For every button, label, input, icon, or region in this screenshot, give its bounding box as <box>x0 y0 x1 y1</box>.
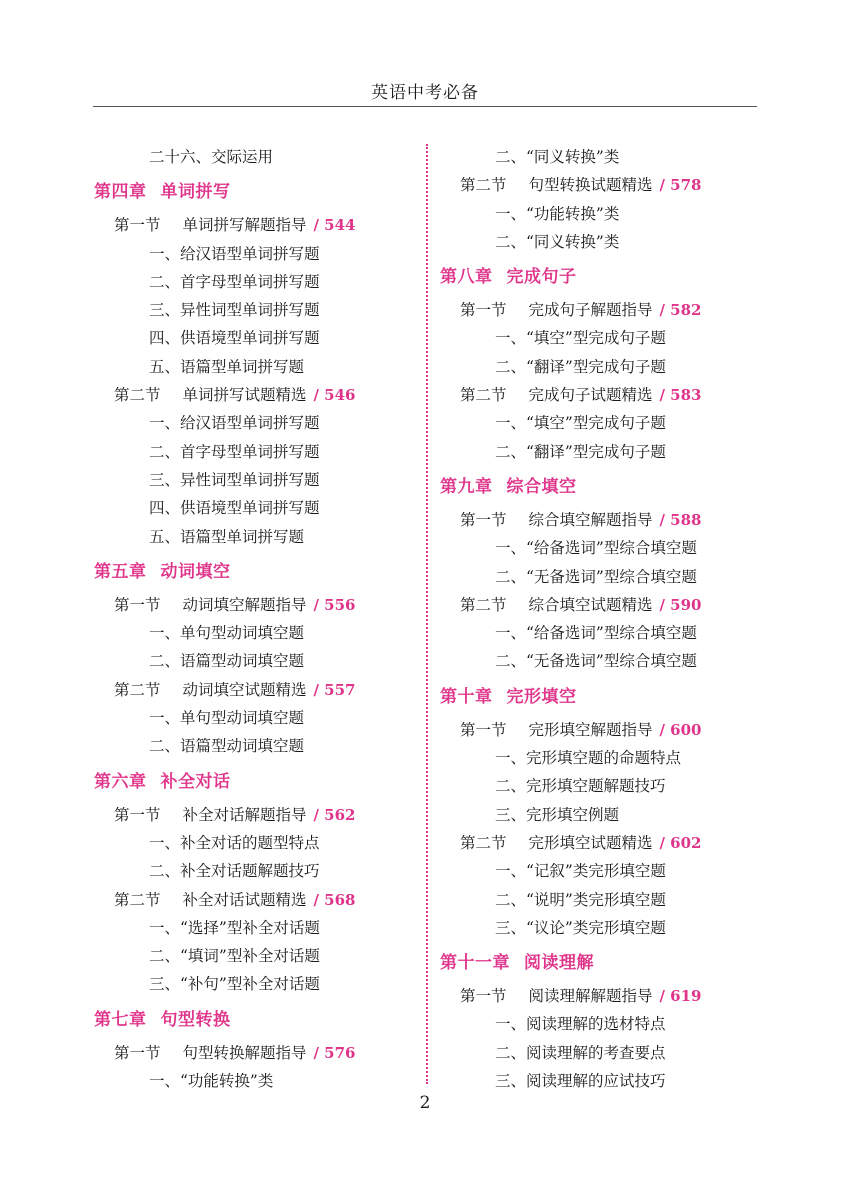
chapter-label: 第十一章 <box>440 953 510 974</box>
toc-chapter-heading <box>440 256 770 296</box>
toc-item: 一、单句型动词填空题 <box>149 624 305 643</box>
toc-item: 一、“功能转换”类 <box>149 1072 274 1091</box>
section-label: 第二节 <box>114 890 161 909</box>
section-title: 单词拼写试题精选 <box>182 386 307 405</box>
toc-item: 一、“给备选词”型综合填空题 <box>495 624 697 643</box>
chapter-label: 第七章 <box>94 1009 147 1030</box>
toc-item: 二、“无备选词”型综合填空题 <box>495 567 697 586</box>
chapter-label: 第六章 <box>94 771 147 792</box>
section-label: 第一节 <box>460 720 507 739</box>
toc-section-entry <box>94 801 414 829</box>
toc-item: 三、完形填空例题 <box>495 805 620 824</box>
chapter-label: 第八章 <box>440 267 493 288</box>
toc-item: 三、异性词型单词拼写题 <box>149 301 320 320</box>
toc-item: 四、供语境型单词拼写题 <box>149 329 320 348</box>
toc-section-entry <box>94 591 414 619</box>
toc-item: 二、语篇型动词填空题 <box>149 652 305 671</box>
toc-chapter-heading <box>440 466 770 506</box>
chapter-title: 综合填空 <box>506 476 577 497</box>
section-label: 第一节 <box>114 1043 161 1062</box>
toc-item: 一、补全对话的题型特点 <box>149 833 320 852</box>
section-page-number: / 600 <box>659 720 702 739</box>
toc-section-entry <box>440 381 770 409</box>
section-title: 完形填空解题指导 <box>528 720 653 739</box>
toc-item: 一、阅读理解的选材特点 <box>495 1015 666 1034</box>
section-page-number: / 602 <box>659 833 702 852</box>
toc-chapter-heading <box>440 942 770 982</box>
section-title: 完形填空试题精选 <box>528 833 653 852</box>
chapter-title: 动词填空 <box>160 561 231 582</box>
section-page-number: / 582 <box>659 301 702 320</box>
toc-item: 二、语篇型动词填空题 <box>149 737 305 756</box>
section-page-number: / 578 <box>659 176 702 195</box>
toc-section-entry <box>440 982 770 1010</box>
toc-section-entry <box>440 506 770 534</box>
section-page-number: / 546 <box>313 386 356 405</box>
toc-item: 一、“选择”型补全对话题 <box>149 918 320 937</box>
section-page-number: / 568 <box>313 890 356 909</box>
toc-item: 三、阅读理解的应试技巧 <box>495 1072 666 1091</box>
running-header: 英语中考必备 <box>371 83 479 103</box>
section-page-number: / 544 <box>313 216 356 235</box>
toc-item: 二、完形填空题解题技巧 <box>495 777 666 796</box>
section-title: 动词填空解题指导 <box>182 595 307 614</box>
section-page-number: / 590 <box>659 595 702 614</box>
toc-item: 二、“同义转换”类 <box>495 148 620 166</box>
section-title: 动词填空试题精选 <box>182 680 307 699</box>
section-page-number: / 556 <box>313 595 356 614</box>
toc-item: 三、“议论”类完形填空题 <box>495 918 666 937</box>
toc-item: 二、“说明”类完形填空题 <box>495 890 666 909</box>
toc-item: 一、“填空”型完成句子题 <box>495 414 666 433</box>
chapter-title: 补全对话 <box>160 771 231 792</box>
chapter-title: 阅读理解 <box>524 953 594 974</box>
chapter-label: 第九章 <box>440 476 493 497</box>
toc-section-entry <box>94 381 414 409</box>
toc-item: 一、单句型动词填空题 <box>149 709 305 728</box>
chapter-label: 第十章 <box>440 686 493 707</box>
section-title: 综合填空试题精选 <box>528 595 653 614</box>
section-page-number: / 557 <box>313 680 356 699</box>
toc-item: 二、“翻译”型完成句子题 <box>495 357 666 376</box>
toc-item: 三、异性词型单词拼写题 <box>149 470 320 489</box>
toc-item: 二、“同义转换”类 <box>495 232 620 251</box>
chapter-label: 第四章 <box>94 182 147 203</box>
section-label: 第二节 <box>114 680 161 699</box>
toc-chapter-heading <box>94 999 414 1039</box>
toc-section-entry <box>94 676 414 704</box>
toc-section-entry <box>94 211 414 239</box>
toc-item: 一、给汉语型单词拼写题 <box>149 414 320 433</box>
toc-chapter-heading <box>94 761 414 801</box>
section-page-number: / 619 <box>659 987 702 1006</box>
chapter-title: 句型转换 <box>160 1009 231 1030</box>
section-page-number: / 583 <box>659 386 702 405</box>
toc-item: 五、语篇型单词拼写题 <box>149 357 305 376</box>
toc-item: 二、首字母型单词拼写题 <box>149 442 320 461</box>
toc-section-entry <box>440 829 770 857</box>
section-title: 单词拼写解题指导 <box>182 216 307 235</box>
section-label: 第二节 <box>460 833 507 852</box>
toc-item: 一、“功能转换”类 <box>495 204 620 223</box>
section-page-number: / 588 <box>659 510 702 529</box>
chapter-title: 完形填空 <box>506 686 577 707</box>
toc-chapter-heading <box>94 551 414 591</box>
section-label: 第二节 <box>460 595 507 614</box>
section-title: 补全对话试题精选 <box>182 890 307 909</box>
column-divider <box>426 144 428 1084</box>
toc-section-entry <box>440 171 770 199</box>
toc-item: 一、“记叙”类完形填空题 <box>495 862 666 881</box>
section-label: 第一节 <box>460 987 507 1006</box>
toc-item: 一、“给备选词”型综合填空题 <box>495 539 697 558</box>
section-label: 第一节 <box>460 301 507 320</box>
section-title: 完成句子解题指导 <box>528 301 653 320</box>
toc-item: 一、给汉语型单词拼写题 <box>149 244 320 263</box>
toc-item: 二、“无备选词”型综合填空题 <box>495 652 697 671</box>
section-label: 第一节 <box>114 595 161 614</box>
chapter-title: 完成句子 <box>506 267 577 288</box>
toc-chapter-heading <box>94 171 414 211</box>
section-label: 第二节 <box>460 386 507 405</box>
header-rule <box>93 106 757 107</box>
toc-item: 二、首字母型单词拼写题 <box>149 272 320 291</box>
section-title: 完成句子试题精选 <box>528 386 653 405</box>
section-label: 第一节 <box>114 805 161 824</box>
toc-item: 一、完形填空题的命题特点 <box>495 749 682 768</box>
section-label: 第一节 <box>460 510 507 529</box>
toc-item: 二、“填词”型补全对话题 <box>149 947 320 966</box>
toc-item: 三、“补句”型补全对话题 <box>149 975 320 994</box>
toc-item: 二、阅读理解的考查要点 <box>495 1043 666 1062</box>
toc-section-entry <box>94 1039 414 1067</box>
toc-item: 二、“翻译”型完成句子题 <box>495 442 666 461</box>
toc-section-entry <box>94 886 414 914</box>
section-label: 第二节 <box>460 176 507 195</box>
section-title: 句型转换解题指导 <box>182 1043 307 1062</box>
page-number: 2 <box>419 1093 431 1113</box>
toc-item: 四、供语境型单词拼写题 <box>149 499 320 518</box>
section-title: 综合填空解题指导 <box>528 510 653 529</box>
section-title: 阅读理解解题指导 <box>528 987 653 1006</box>
toc-item: 五、语篇型单词拼写题 <box>149 527 305 546</box>
section-label: 第一节 <box>114 216 161 235</box>
section-page-number: / 562 <box>313 805 356 824</box>
toc-item: 一、“填空”型完成句子题 <box>495 329 666 348</box>
section-title: 句型转换试题精选 <box>528 176 653 195</box>
section-label: 第二节 <box>114 386 161 405</box>
section-title: 补全对话解题指导 <box>182 805 307 824</box>
toc-section-entry <box>440 716 770 744</box>
toc-left-column <box>94 143 414 1095</box>
toc-right-column <box>440 143 770 1095</box>
toc-item: 二十六、交际运用 <box>149 148 274 166</box>
toc-item: 二、补全对话题解题技巧 <box>149 862 320 881</box>
section-page-number: / 576 <box>313 1043 356 1062</box>
toc-chapter-heading <box>440 676 770 716</box>
chapter-title: 单词拼写 <box>160 182 231 203</box>
toc-section-entry <box>440 296 770 324</box>
chapter-label: 第五章 <box>94 561 147 582</box>
toc-section-entry <box>440 591 770 619</box>
